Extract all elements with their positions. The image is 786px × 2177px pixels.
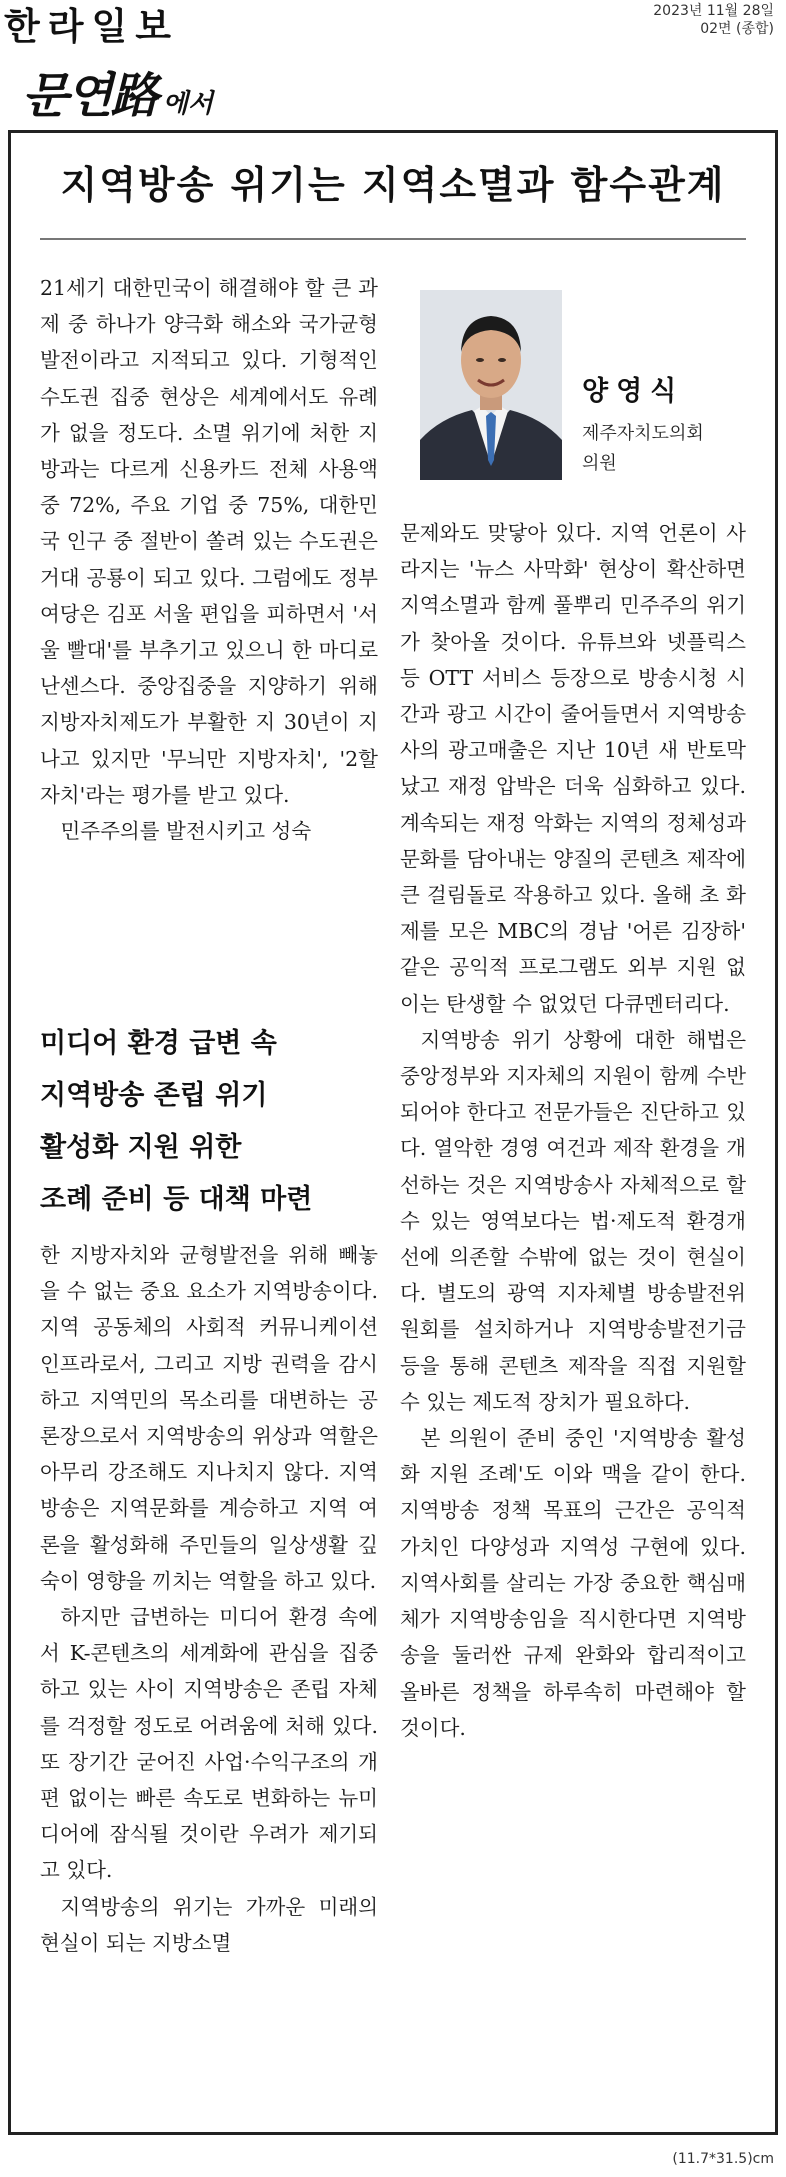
author-photo-illustration [420, 290, 562, 480]
article-body-left-bottom [40, 1237, 378, 1961]
column-logo [22, 64, 213, 124]
paragraph: 민주주의를 발전시키고 성숙 [60, 819, 312, 844]
subheading-line: 활성화 지원 위한 [40, 1132, 242, 1163]
article-body-right [400, 515, 746, 1746]
headline-divider [40, 238, 746, 240]
author-title-line: 제주자치도의회 [582, 423, 704, 444]
clipping-size-note: (11.7*31.5)cm [672, 2151, 774, 2167]
author-photo [420, 290, 562, 480]
author-title-line: 의원 [582, 453, 617, 474]
newspaper-name: 한라일보 [4, 4, 179, 48]
subheading-line: 조례 준비 등 대책 마련 [40, 1184, 313, 1215]
paragraph: 한 지방자치와 균형발전을 위해 빼놓을 수 없는 중요 요소가 지역방송이다. 지역 공동체의 사회적 커뮤니케이션 인프라로서, 그리고 지방 권력을 감시하고 지역민의 목소리를 대변하는 공론장으로서 지역방송의 위상과 역할은 아무리 강조해도 지나치지 않다. 지역방송은 지역문화를 계승하고 지역 여론을 활성화해 주민들의 일상생활 깊숙이 영향을 끼치는 역할을 하고 있다. [40, 1243, 378, 1593]
article-subheading [40, 1018, 378, 1226]
article-headline: 지역방송 위기는 지역소멸과 함수관계 [60, 162, 726, 207]
publication-info [653, 2, 774, 38]
paragraph: 본 의원이 준비 중인 '지역방송 활성화 지원 조례'도 이와 맥을 같이 한다. 지역방송 정책 목표의 근간은 공익적 가치인 다양성과 지역성 구현에 있다. 지역사회를 살리는 가장 중요한 핵심매체가 지역방송임을 직시한다면 지역방송을 둘러싼 규제 완화와 합리적이고 올바른 정책을 하루속히 마련해야 할 것이다. [400, 1426, 746, 1740]
paragraph: 하지만 급변하는 미디어 환경 속에서 K-콘텐츠의 세계화에 관심을 집중하고 있는 사이 지역방송은 존립 자체를 걱정할 정도로 어려움에 처해 있다. 또 장기간 굳어진 사업·수익구조의 개편 없이는 빠른 속도로 변화하는 뉴미디어에 잠식될 것이란 우려가 제기되고 있다. [40, 1605, 378, 1883]
author-byline [582, 375, 704, 479]
author-title [582, 419, 704, 479]
paragraph: 21세기 대한민국이 해결해야 할 큰 과제 중 하나가 양극화 해소와 국가균형발전이라고 지적되고 있다. 기형적인 수도권 집중 현상은 세계에서도 유례가 없을 정도다. 소멸 위기에 처한 지방과는 다르게 신용카드 전체 사용액 중 72%, 주요 기업 중 75%, 대한민국 인구 중 절반이 쏠려 있는 수도권은 거대 공룡이 되고 있다. 그럼에도 정부 여당은 김포 서울 편입을 피하면서 '서울 빨대'를 부추기고 있으니 한 마디로 난센스다. 중앙집중을 지양하기 위해 지방자치제도가 부활한 지 30년이 지나고 있지만 '무늬만 지방자치', '2할 자치'라는 평가를 받고 있다. [40, 276, 378, 807]
page-section: 02면 (종합) [700, 21, 774, 37]
author-name: 양영식 [582, 376, 685, 407]
masthead [0, 0, 786, 130]
paragraph: 문제와도 맞닿아 있다. 지역 언론이 사라지는 '뉴스 사막화' 현상이 확산하면 지역소멸과 함께 풀뿌리 민주주의 위기가 찾아올 것이다. 유튜브와 넷플릭스 등 OTT 서비스 등장으로 방송시청 시간과 광고 시간이 줄어들면서 지역방송사의 광고매출은 지난 10년 새 반토막 났고 재정 압박은 더욱 심화하고 있다. 계속되는 재정 악화는 지역의 정체성과 문화를 담아내는 양질의 콘텐츠 제작에 큰 걸림돌로 작용하고 있다. 올해 초 화제를 모은 MBC의 경남 '어른 김장하' 같은 공익적 프로그램도 외부 지원 없이는 탄생할 수 없었던 다큐멘터리다. [400, 521, 746, 1016]
subheading-line: 미디어 환경 급변 속 [40, 1028, 277, 1059]
paragraph: 지역방송 위기 상황에 대한 해법은 중앙정부와 지자체의 지원이 함께 수반되어야 한다고 전문가들은 진단하고 있다. 열악한 경영 여건과 제작 환경을 개선하는 것은 지역방송사 자체적으로 할 수 있는 영역보다는 법·제도적 환경개선에 의존할 수밖에 없는 것이 현실이다. 별도의 광역 지자체별 방송발전위원회를 설치하거나 지역방송발전기금 등을 통해 콘텐츠 제작을 직접 지원할 수 있는 제도적 장치가 필요하다. [400, 1027, 746, 1414]
publication-date: 2023년 11월 28일 [653, 3, 774, 19]
subheading-line: 지역방송 존립 위기 [40, 1080, 268, 1111]
article-body-left-top [40, 270, 378, 849]
paragraph: 지역방송의 위기는 가까운 미래의 현실이 되는 지방소멸 [40, 1894, 378, 1955]
column-logo-suffix: 에서 [162, 89, 213, 119]
column-logo-main: 문연路 [22, 68, 157, 124]
